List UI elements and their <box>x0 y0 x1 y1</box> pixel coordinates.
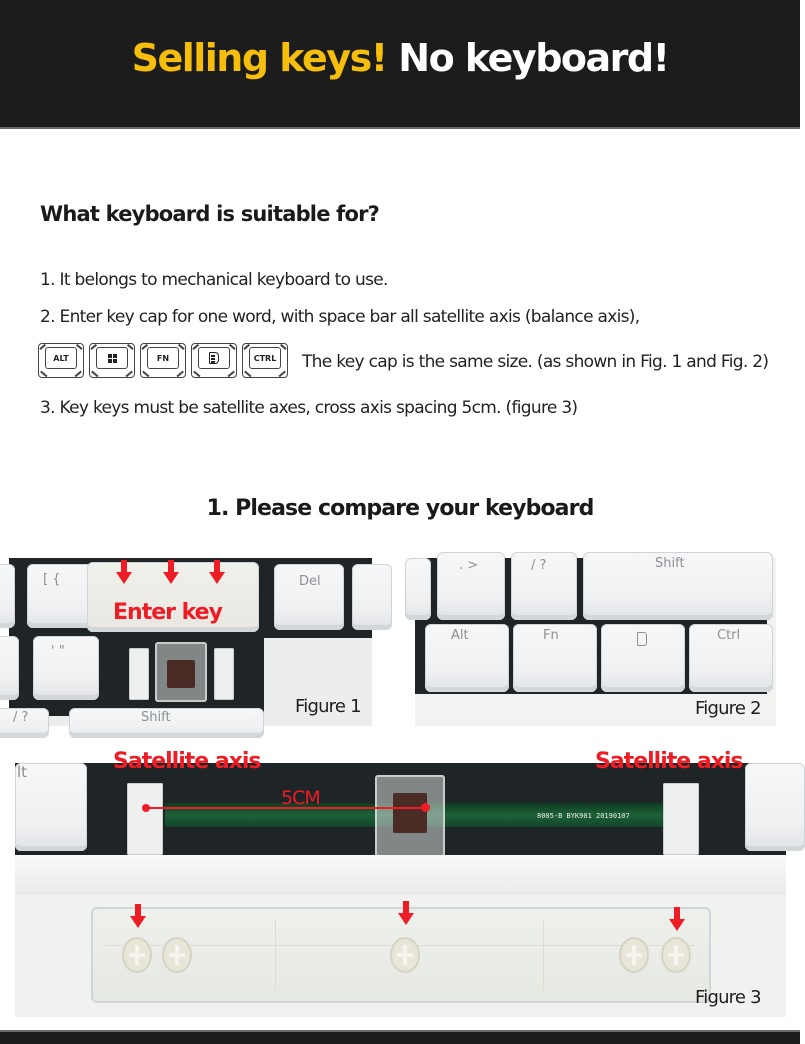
switch-mount <box>390 937 420 973</box>
title-rest: No keyboard! <box>398 35 669 80</box>
figure-2-photo <box>415 558 776 726</box>
requirement-1: 1. It belongs to mechanical keyboard to use. <box>40 270 388 290</box>
stabilizer-mount <box>661 937 691 973</box>
arrow-icon <box>401 901 411 925</box>
figure-3-photo <box>15 749 786 1017</box>
arrow-icon <box>133 904 143 928</box>
key-legend-bracket: [ { <box>43 572 61 587</box>
key-legend-quote: ' " <box>51 644 65 659</box>
enter-key-annotation: Enter key <box>113 600 222 625</box>
fn-key-icon: FN <box>140 343 186 378</box>
key-legend-period: . > <box>459 558 479 573</box>
menu-key-icon <box>191 343 237 378</box>
requirement-2: 2. Enter key cap for one word, with space bar all satellite axis (balance axis), <box>40 307 640 327</box>
figure-1-label: Figure 1 <box>295 696 361 717</box>
section-heading: What keyboard is suitable for? <box>40 202 380 226</box>
footer-bar <box>0 1030 800 1044</box>
figure-3-label: Figure 3 <box>695 987 761 1008</box>
satellite-axis-right-annotation: Satellite axis <box>595 749 743 774</box>
stabilizer-mount <box>619 937 649 973</box>
page-title <box>132 36 669 80</box>
alt-key-icon: ALT <box>38 343 84 378</box>
arrow-icon <box>212 560 222 584</box>
figure-1-photo <box>9 558 372 726</box>
spacing-annotation: 5CM <box>281 787 320 809</box>
key-legend-shift: Shift <box>141 710 171 725</box>
compare-heading: 1. Please compare your keyboard <box>206 496 594 521</box>
arrow-icon <box>166 560 176 584</box>
key-legend-shift: Shift <box>655 556 685 571</box>
title-highlight: Selling keys! <box>131 35 387 80</box>
pcb-label: 8005-B BYK901 20190107 <box>537 812 630 820</box>
satellite-axis-left-annotation: Satellite axis <box>113 749 261 774</box>
requirement-2-note: The key cap is the same size. (as shown in Fig. 1 and Fig. 2) <box>302 352 769 372</box>
key-legend-ctrl: Ctrl <box>717 628 741 643</box>
menu-key-icon <box>637 632 647 646</box>
key-legend-alt: Alt <box>451 628 469 643</box>
requirement-3: 3. Key keys must be satellite axes, cross axis spacing 5cm. (figure 3) <box>40 398 578 418</box>
arrow-icon <box>672 907 682 931</box>
header-banner <box>0 0 800 129</box>
ctrl-key-icon: CTRL <box>242 343 288 378</box>
key-legend-alt: lt <box>17 763 28 781</box>
keycap-icon-row <box>38 343 288 378</box>
key-legend-del: Del <box>299 574 321 589</box>
windows-key-icon <box>89 343 135 378</box>
key-legend-slash: / ? <box>13 710 29 725</box>
arrow-icon <box>119 560 129 584</box>
stabilizer-mount <box>122 937 152 973</box>
stabilizer-mount <box>162 937 192 973</box>
key-legend-fn: Fn <box>543 628 559 643</box>
key-legend-slash: / ? <box>531 558 547 573</box>
figure-2-label: Figure 2 <box>695 698 761 719</box>
